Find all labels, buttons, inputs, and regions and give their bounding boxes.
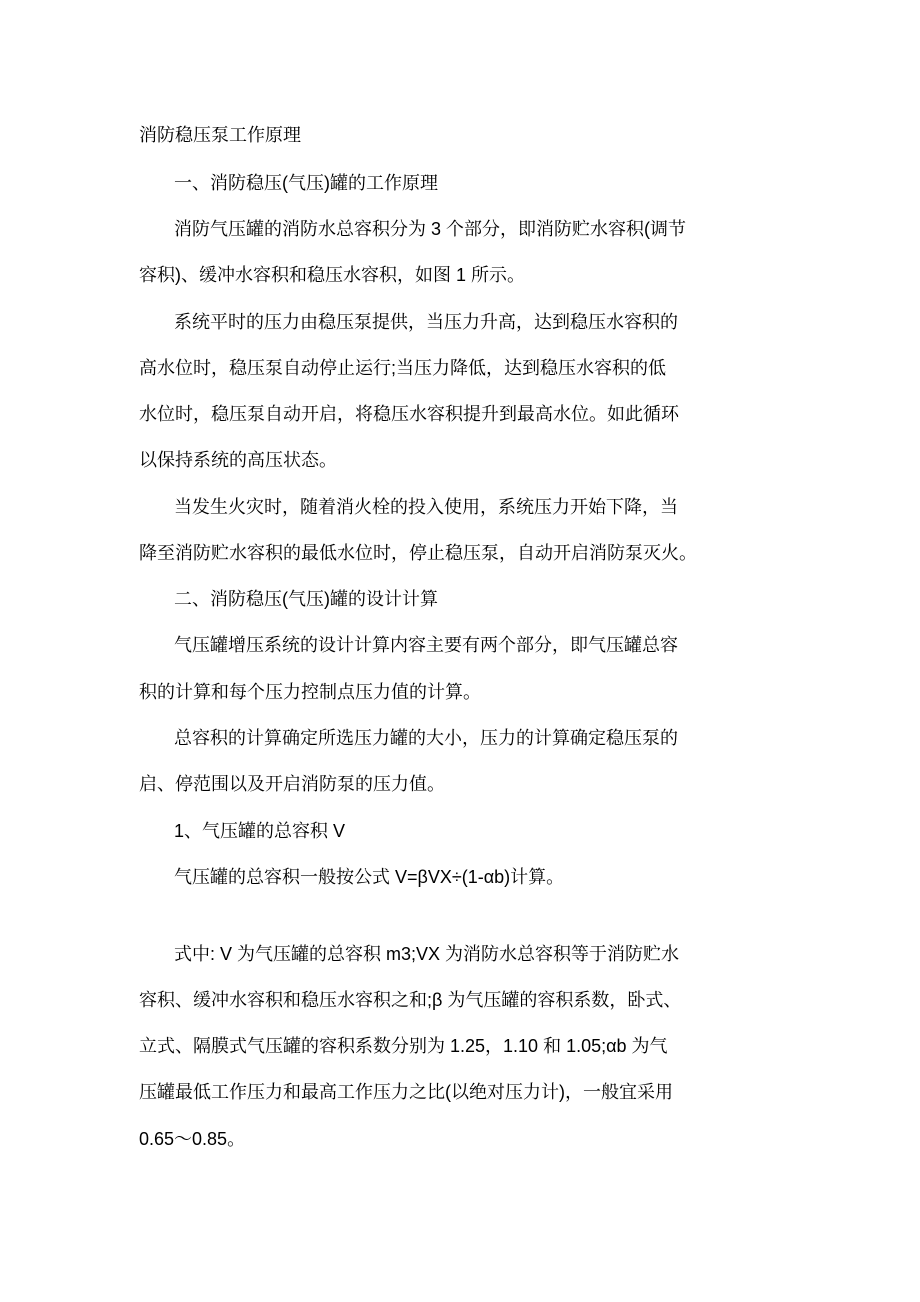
paragraph-line: 启、停范围以及开启消防泵的压力值。 [139,774,445,794]
paragraph-line: 高水位时，稳压泵自动停止运行;当压力降低，达到稳压水容积的低 [139,358,666,378]
paragraph-line: 消防气压罐的消防水总容积分为 3 个部分，即消防贮水容积(调节 [174,219,687,239]
paragraph-line: 总容积的计算确定所选压力罐的大小，压力的计算确定稳压泵的 [174,728,678,748]
paragraph-line: 水位时，稳压泵自动开启，将稳压水容积提升到最高水位。如此循环 [139,404,679,424]
paragraph-line: 立式、隔膜式气压罐的容积系数分别为 1.25，1.10 和 1.05;αb 为气 [139,1036,668,1056]
paragraph-line: 积的计算和每个压力控制点压力值的计算。 [139,682,481,702]
paragraph-line: 压罐最低工作压力和最高工作压力之比(以绝对压力计)，一般宜采用 [139,1082,673,1102]
paragraph-line: 降至消防贮水容积的最低水位时，停止稳压泵，自动开启消防泵灭火。 [139,543,697,563]
paragraph-line: 式中: V 为气压罐的总容积 m3;VX 为消防水总容积等于消防贮水 [174,944,680,964]
paragraph-line: 容积、缓冲水容积和稳压水容积之和;β 为气压罐的容积系数，卧式、 [139,990,682,1010]
paragraph-line: 容积)、缓冲水容积和稳压水容积，如图 1 所示。 [139,265,526,285]
document-title: 消防稳压泵工作原理 [139,125,301,145]
paragraph-line: 0.65～0.85。 [139,1129,246,1149]
paragraph-line: 气压罐增压系统的设计计算内容主要有两个部分，即气压罐总容 [174,635,678,655]
paragraph-line: 系统平时的压力由稳压泵提供，当压力升高，达到稳压水容积的 [174,312,678,332]
paragraph-line: 以保持系统的高压状态。 [139,450,337,470]
formula-line: 气压罐的总容积一般按公式 V=βVX÷(1-αb)计算。 [174,867,565,887]
subsection-heading: 1、气压罐的总容积 V [174,821,346,841]
section-heading-1: 一、消防稳压(气压)罐的工作原理 [174,173,438,193]
section-heading-2: 二、消防稳压(气压)罐的设计计算 [174,589,438,609]
paragraph-line: 当发生火灾时，随着消火栓的投入使用，系统压力开始下降，当 [174,497,678,517]
